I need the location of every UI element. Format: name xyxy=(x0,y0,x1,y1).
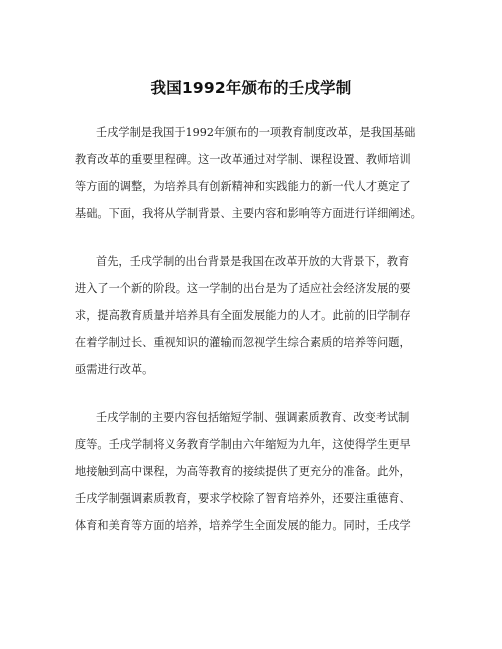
paragraph-2-line-3: 求，提高教育质量并培养具有全面发展能力的人才。此前的旧学制存 xyxy=(75,309,411,322)
paragraph-3-line-1: 壬戌学制的主要内容包括缩短学制、强调素质教育、改变考试制 xyxy=(96,411,410,424)
paragraph-3-line-3: 地接触到高中课程，为高等教育的接续提供了更充分的准备。此外， xyxy=(75,465,411,478)
paragraph-1-line-2: 教育改革的重要里程碑。这一改革通过对学制、课程设置、教师培训 xyxy=(75,153,411,166)
paragraph-2-line-2: 进入了一个新的阶段。这一学制的出台是为了适应社会经济发展的要 xyxy=(75,282,411,295)
paragraph-3-line-4: 壬戌学制强调素质教育，要求学校除了智育培养外，还要注重德育、 xyxy=(75,492,411,505)
paragraph-2-line-5: 亟需进行改革。 xyxy=(75,363,154,376)
paragraph-1-line-1: 壬戌学制是我国于1992年颁布的一项教育制度改革，是我国基础 xyxy=(96,126,416,139)
paragraph-3-line-5: 体育和美育等方面的培养，培养学生全面发展的能力。同时，壬戌学 xyxy=(75,519,411,532)
paragraph-1-line-4: 基础。下面，我将从学制背景、主要内容和影响等方面进行详细阐述。 xyxy=(75,207,422,220)
paragraph-2-line-1: 首先，壬戌学制的出台背景是我国在改革开放的大背景下，教育 xyxy=(96,255,410,268)
document-title: 我国1992年颁布的壬戌学制 xyxy=(150,79,352,97)
paragraph-2-line-4: 在着学制过长、重视知识的灌输而忽视学生综合素质的培养等问题， xyxy=(75,336,411,349)
paragraph-3-line-2: 度等。壬戌学制将义务教育学制由六年缩短为九年，这使得学生更早 xyxy=(75,438,411,451)
paragraph-1-line-3: 等方面的调整，为培养具有创新精神和实践能力的新一代人才奠定了 xyxy=(75,180,411,193)
